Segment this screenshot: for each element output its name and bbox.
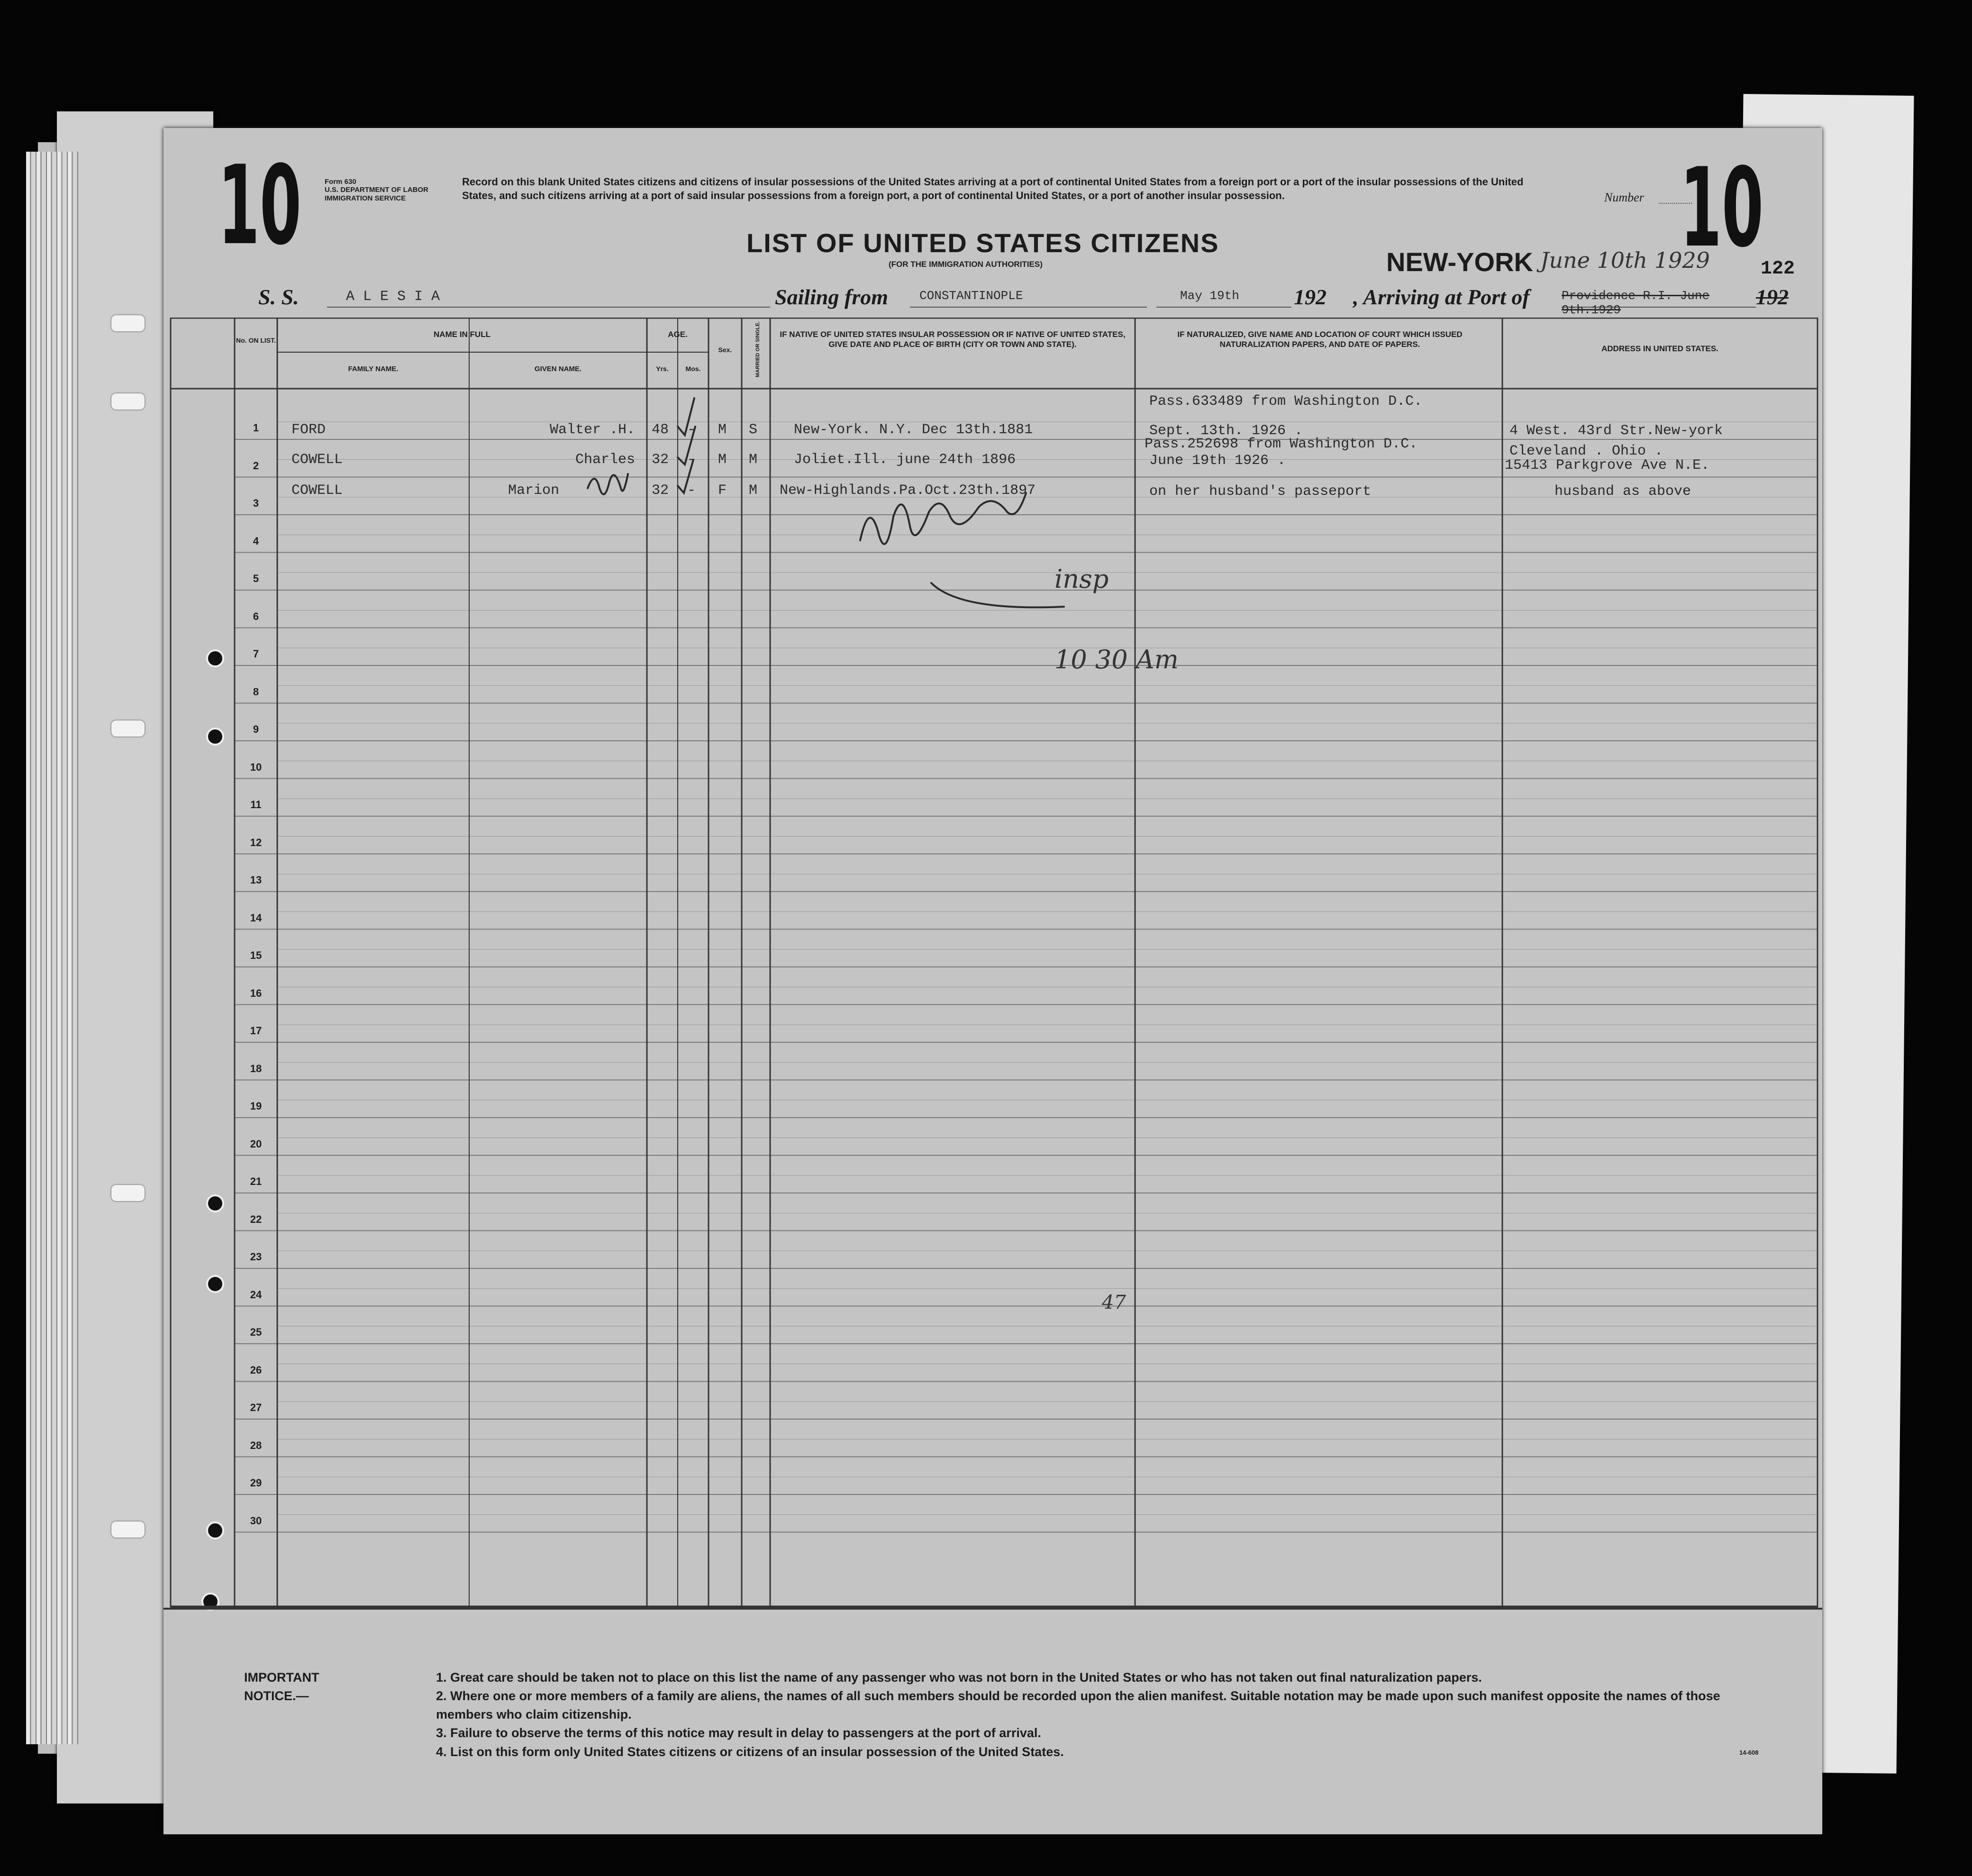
- handwritten-arrival-date: June 10th 1929: [1540, 247, 1710, 273]
- notice-item-2: 2. Where one or more members of a family are aliens, the names of all such members should be recorded upon the alien manifest. Suitable notation may be made upon such manifest opposite the names of those members who claim citizenship.: [436, 1689, 1720, 1722]
- entry-1-months: -: [687, 422, 696, 438]
- arrival-port-struck: Providence R.I. June 9th.1929: [1562, 289, 1710, 317]
- header-age: AGE.: [668, 330, 688, 339]
- binding-stub: [111, 720, 145, 737]
- row-number-19: 19: [250, 1100, 262, 1112]
- entry-3-sex: F: [718, 483, 727, 499]
- header-name-in-full: NAME IN FULL: [434, 330, 491, 339]
- entry-2-given-name: Charles: [575, 452, 635, 468]
- row-number-29: 29: [250, 1477, 262, 1489]
- row-number-22: 22: [250, 1213, 262, 1225]
- entry-3-months: -: [687, 483, 696, 499]
- page-number-left: 10: [218, 143, 302, 269]
- year-prefix: 192: [1294, 285, 1327, 309]
- header-given-name: GIVEN NAME.: [534, 365, 582, 373]
- row-number-26: 26: [250, 1364, 262, 1376]
- header-address: ADDRESS IN UNITED STATES.: [1601, 344, 1718, 353]
- row-number-7: 7: [253, 648, 259, 660]
- sailing-date-field: [1156, 287, 1291, 308]
- footer-rule: [164, 1608, 1822, 1610]
- row-number-15: 15: [250, 949, 262, 961]
- passenger-table: [164, 318, 1822, 1668]
- row-number-18: 18: [250, 1062, 262, 1075]
- port-stamp: NEW-YORK: [1386, 247, 1533, 277]
- binding-stub: [111, 315, 145, 331]
- row-number-12: 12: [250, 836, 262, 848]
- entry-3-address: husband as above: [1554, 483, 1691, 500]
- arriving-label: , Arriving at Port of: [1353, 285, 1530, 309]
- header-months: Mos.: [685, 365, 701, 373]
- header-married-single: MARRIED OR SINGLE.: [755, 321, 761, 377]
- entry-1-years: 48: [652, 422, 669, 438]
- entry-3-status: M: [749, 483, 758, 499]
- form-instructions: Record on this blank United States citizens and citizens of insular possessions of the United States arriving at a port of continental United States from a foreign port or a port of the insular possessions of the United States, and such citizens arriving at a port of said insular possessions from a foreign port, a port of continental United States, or a port of another insular possession.: [462, 176, 1524, 201]
- form-code: 14-608: [1739, 1749, 1759, 1756]
- header-family-name: FAMILY NAME.: [348, 365, 399, 373]
- sheet-number: 122: [1761, 258, 1795, 280]
- paper-stack-edge: [26, 152, 78, 1744]
- row-number-16: 16: [250, 987, 262, 999]
- arrival-port-field: [1562, 287, 1756, 317]
- sailing-label: Sailing from: [775, 285, 889, 309]
- row-number-6: 6: [253, 610, 259, 622]
- header-native-birth: IF NATIVE OF UNITED STATES INSULAR POSSESSION OR IF NATIVE OF UNITED STATES, GIVE DATE AND PLACE OF BIRTH (CITY OR TOWN AND STATE).: [780, 330, 1126, 349]
- entry-3-birth: New-Highlands.Pa.Oct.23th.1897: [780, 483, 1036, 499]
- row-number-24: 24: [250, 1288, 262, 1301]
- row-number-23: 23: [250, 1251, 262, 1263]
- row-number-8: 8: [253, 685, 259, 698]
- entry-2-birth: Joliet.Ill. june 24th 1896: [794, 452, 1016, 468]
- row-number-20: 20: [250, 1138, 262, 1150]
- sailing-date: May 19th: [1180, 289, 1239, 303]
- entry-3-naturalization: on her husband's passeport: [1149, 483, 1372, 500]
- time-annotation: 10 30 Am: [1054, 645, 1179, 674]
- page-subtitle: (FOR THE IMMIGRATION AUTHORITIES): [889, 260, 1043, 269]
- row-number-10: 10: [250, 761, 262, 773]
- row-number-14: 14: [250, 911, 262, 924]
- form-number: Form 630: [325, 178, 356, 186]
- page-title: LIST OF UNITED STATES CITIZENS: [746, 228, 1219, 258]
- header-sex: Sex.: [718, 346, 732, 354]
- notice-list: [436, 1668, 1777, 1761]
- binding-stub: [111, 393, 145, 410]
- header-years: Yrs.: [656, 365, 669, 373]
- entry-2-status: M: [749, 452, 758, 468]
- notice-label: IMPORTANT NOTICE.—: [244, 1670, 319, 1703]
- sailing-from: CONSTANTINOPLE: [919, 289, 1023, 303]
- entry-2-sex: M: [718, 452, 727, 468]
- form-identifier: [325, 178, 428, 202]
- row-number-3: 3: [253, 497, 259, 509]
- ss-label: S. S.: [258, 285, 299, 309]
- row-number-30: 30: [250, 1514, 262, 1527]
- service-name: IMMIGRATION SERVICE: [325, 194, 406, 202]
- entry-2-naturalization-date: June 19th 1926 .: [1149, 453, 1286, 469]
- ship-name-field: [327, 287, 770, 308]
- row-number-13: 13: [250, 874, 262, 886]
- notice-item-3: 3. Failure to observe the terms of this notice may result in delay to passengers at the port of arrival.: [436, 1726, 1041, 1740]
- row-number-9: 9: [253, 723, 259, 735]
- row-number-27: 27: [250, 1402, 262, 1413]
- row-number-2: 2: [253, 459, 259, 472]
- entry-1-family-name: FORD: [291, 422, 326, 438]
- entry-1-given-name: Walter .H.: [549, 422, 635, 438]
- entry-2-naturalization: Pass.252698 from Washington D.C.: [1145, 436, 1418, 452]
- row-number-4: 4: [253, 535, 259, 547]
- entry-1-naturalization: Pass.633489 from Washington D.C.: [1149, 393, 1423, 410]
- binding-stub: [111, 1521, 145, 1538]
- entry-2-months: -: [687, 452, 696, 468]
- entry-1-status: S: [749, 422, 758, 438]
- entry-3-given-name: Marion: [508, 483, 559, 499]
- inspector-initials: insp: [1054, 564, 1109, 594]
- notice-item-1: 1. Great care should be taken not to place on this list the name of any passenger who was not born in the United States or who has not taken out final naturalization papers.: [436, 1670, 1482, 1685]
- notice-item-4: 4. List on this form only United States citizens or citizens of an insular possession of the United States.: [436, 1744, 1064, 1759]
- table-grid: [164, 318, 1822, 1668]
- number-label: Number: [1604, 191, 1644, 204]
- row-number-21: 21: [250, 1175, 262, 1187]
- row-number-17: 17: [250, 1025, 262, 1037]
- department-name: U.S. DEPARTMENT OF LABOR: [325, 186, 428, 194]
- row-number-1: 1: [253, 422, 259, 434]
- entry-2-address-city: Cleveland . Ohio .: [1509, 443, 1663, 459]
- year-suffix: 192: [1756, 285, 1789, 309]
- ship-name: A L E S I A: [346, 289, 440, 305]
- sailing-from-field: [910, 287, 1147, 308]
- entry-1-address: 4 West. 43rd Str.New-york: [1509, 423, 1723, 439]
- row-number-5: 5: [253, 573, 259, 584]
- row-number-11: 11: [250, 799, 262, 811]
- margin-note: 47: [1102, 1292, 1126, 1313]
- entry-3-family-name: COWELL: [291, 483, 343, 499]
- header-naturalization: IF NATURALIZED, GIVE NAME AND LOCATION OF COURT WHICH ISSUED NATURALIZATION PAPERS, AND DATE OF PAPERS.: [1177, 330, 1463, 349]
- manifest-page: [164, 128, 1822, 1834]
- entry-1-sex: M: [718, 422, 727, 438]
- entry-2-years: 32: [652, 452, 669, 468]
- entry-1-naturalization-date: Sept. 13th. 1926 .: [1149, 423, 1303, 439]
- binding-stub: [111, 1185, 145, 1201]
- header-no-on-list: No. ON LIST.: [236, 337, 276, 344]
- entry-3-years: 32: [652, 483, 669, 499]
- page-number-right: 10: [1680, 145, 1764, 272]
- entry-2-address-street: 15413 Parkgrove Ave N.E.: [1505, 457, 1710, 474]
- entry-2-family-name: COWELL: [291, 452, 343, 468]
- row-number-28: 28: [250, 1439, 262, 1451]
- entry-1-birth: New-York. N.Y. Dec 13th.1881: [794, 422, 1033, 438]
- row-number-25: 25: [250, 1326, 262, 1338]
